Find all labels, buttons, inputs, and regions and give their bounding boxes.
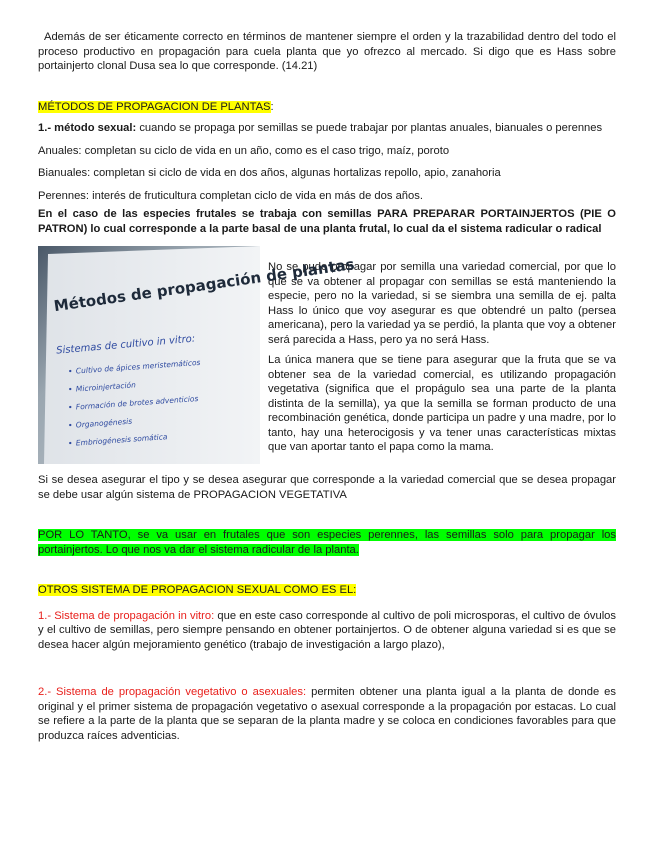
slide-item: Cultivo de ápices meristemáticos	[75, 357, 201, 376]
section2-heading	[38, 583, 616, 598]
document-page	[38, 30, 616, 743]
in-vitro-text: que en este caso corresponde al cultivo de poli microsporas, el cultivo de óvulos y el cultivo de semillas, pero siempre pensando en obtener portainjertos. O de obtener alguna variedad si es que se desea hacer algún mejoramiento genético (trabajo de investigación a largo plazo),	[38, 609, 616, 651]
slide-item: Organogénesis	[75, 416, 133, 430]
section1-heading-suffix: :	[270, 100, 274, 113]
section2-heading-text: OTROS SISTEMA DE PROPAGACION SEXUAL COMO ES EL:	[38, 584, 357, 596]
slide-title: Métodos de propagación de plantas	[52, 255, 356, 316]
slide-bullet-icon: •	[67, 420, 73, 431]
green-note-paragraph	[38, 528, 616, 557]
slide-item: Microinjertación	[75, 380, 137, 394]
unica-manera-paragraph: La única manera que se tiene para asegurar que la fruta que se va obtener sea de la variedad comercial, es utilizando propagación vegetativa (significa que el propágulo sea una parte de la planta distinta de la semilla), ya que la semilla se forman producto de una recombinación genética, donde participa un padre y una madre, por lo tanto, hay una heterocigosis y va tener unas características mixtas que van aportar tanto el papa como la mama.	[268, 354, 616, 453]
sexual-method-label: 1.- método sexual:	[38, 122, 137, 134]
slide-bullet-icon: •	[67, 438, 73, 449]
slide-item: Embriogénesis somática	[75, 432, 168, 448]
slide-photo	[38, 246, 356, 464]
slide-item: Formación de brotes adventicios	[75, 393, 199, 412]
section1-heading	[38, 100, 616, 115]
sexual-method-paragraph	[38, 121, 616, 136]
sexual-method-text: cuando se propaga por semillas se puede trabajar por plantas anuales, bianuales o perennes	[136, 122, 603, 134]
asegurar-paragraph: Si se desea asegurar el tipo y se desea asegurar que corresponde a la variedad comercial que se desea propagar se debe usar algún sistema de PROPAGACION VEGETATIVA	[38, 474, 616, 501]
slide-subtitle: Sistemas de cultivo in vitro:	[55, 333, 196, 357]
slide-bullet-icon: •	[67, 402, 73, 413]
frutales-paragraph: En el caso de las especies frutales se trabaja con semillas PARA PREPARAR PORTAINJERTOS (PIE O PATRON) lo cual corresponde a la parte basal de una planta frutal, lo cual da el sistema radicular o radical	[38, 208, 616, 235]
section1-heading-text: MÉTODOS DE PROPAGACION DE PLANTAS	[38, 100, 271, 113]
in-vitro-paragraph	[38, 609, 616, 653]
vegetativo-label: 2.- Sistema de propagación vegetativo o asexuales:	[38, 686, 307, 698]
slide-bullet-icon: •	[67, 366, 73, 377]
bianuales-paragraph: Bianuales: completan si ciclo de vida en dos años, algunas hortalizas repollo, apio, zanahoria	[38, 167, 501, 179]
perennes-paragraph: Perennes: interés de fruticultura completan ciclo de vida en más de dos años.	[38, 189, 423, 202]
vegetativo-text: permiten obtener una planta igual a la planta de donde es original y el primer sistema de propagación vegetativo o asexual corresponde a la propagación por estacas. Lo cual se refiere a la parte de la planta que se separan de la planta madre y se coloca en condiciones favorables para que produzca raíces adventicias.	[38, 686, 616, 742]
image-text-block	[38, 242, 616, 466]
variedad-paragraph: No se pude propagar por semilla una variedad comercial, por que lo que se va obtener al propagar con semillas se está manteniendo la especie, pero no la variedad, si se siembra una semilla de ej. palta Hass lo único que voy asegurar es que obtendré un palto (persea americana), pero la variedad ya se perdió, la planta que voy a obtener será parecida a Hass, pero ya no será Hass.	[268, 261, 616, 346]
green-note-text: POR LO TANTO, se va usar en frutales que son especies perennes, las semillas solo para propagar los portainjertos. Lo que nos va dar el sistema radicular de la planta.	[38, 529, 616, 556]
slide-bullet-icon: •	[67, 384, 73, 395]
vegetativo-paragraph	[38, 685, 616, 743]
anuales-paragraph: Anuales: completan su ciclo de vida en un año, como es el caso trigo, maíz, poroto	[38, 144, 450, 157]
in-vitro-label: 1.- Sistema de propagación in vitro:	[38, 609, 215, 622]
intro-paragraph: Además de ser éticamente correcto en términos de mantener siempre el orden y la trazabilidad dentro del todo el proceso productivo en propagación para cuela planta que yo ofrezco al mercado. Si digo que es Hass sobre portainjerto clonal Dusa sea lo que corresponde. (14.21)	[38, 31, 616, 72]
